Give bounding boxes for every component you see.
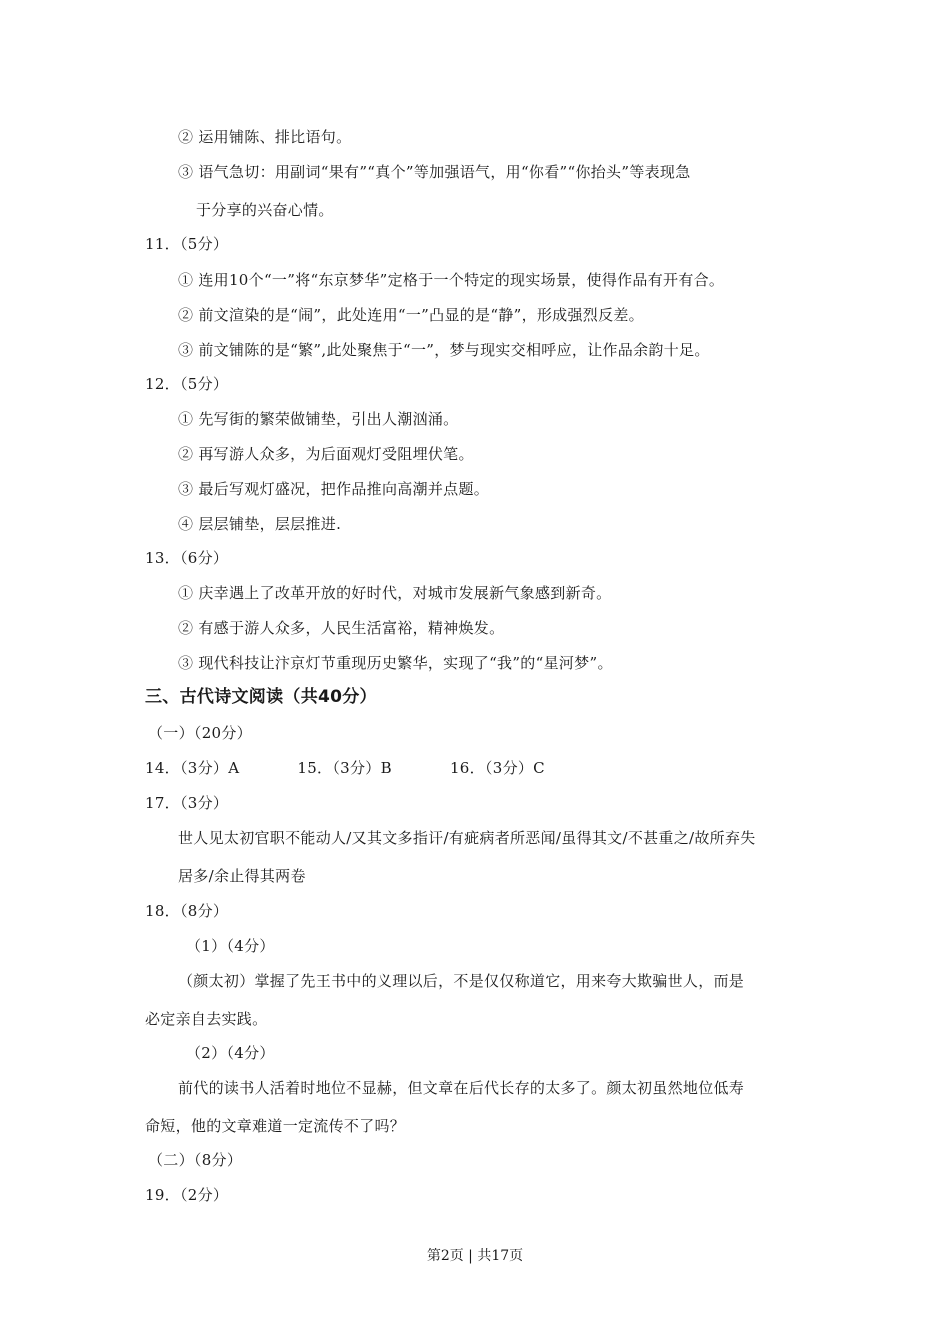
- page-footer: 第2页 | 共17页: [426, 1248, 524, 1264]
- answer-line: ③ 现代科技让汴京灯节重现历史繁华，实现了“我”的“星河梦”。: [178, 654, 613, 672]
- answer-line: ④ 层层铺垫，层层推进.: [178, 515, 342, 533]
- answer-line: ③ 最后写观灯盛况，把作品推向高潮并点题。: [178, 480, 490, 498]
- answer-line-continued: 居多/余止得其两卷: [178, 867, 306, 885]
- question-number-13: 13．（6分）: [145, 549, 229, 567]
- question-number-11: 11．（5分）: [145, 235, 229, 253]
- answer-line: 世人见太初官职不能动人/又其文多指讦/有疵病者所恶闻/虽得其文/不甚重之/故所弃失: [178, 829, 756, 847]
- section-heading: 三、古代诗文阅读（共40分）: [145, 687, 377, 707]
- answer-14: 14．（3分）A: [145, 759, 240, 777]
- question-number-17: 17．（3分）: [145, 794, 229, 812]
- subsection-heading: （二）（8分）: [148, 1151, 243, 1169]
- question-number-19: 19．（2分）: [145, 1186, 229, 1204]
- question-number-12: 12．（5分）: [145, 375, 229, 393]
- answer-line-continued: 于分享的兴奋心情。: [196, 201, 334, 219]
- answer-line: （颜太初）掌握了先王书中的义理以后，不是仅仅称道它，用来夸大欺骗世人，而是: [178, 972, 745, 990]
- answer-line: ② 再写游人众多，为后面观灯受阻埋伏笔。: [178, 445, 474, 463]
- answer-line: ③ 语气急切：用副词“果有”“真个”等加强语气，用“你看”“你抬头”等表现急: [178, 163, 691, 181]
- answer-row-14-16: [145, 758, 545, 778]
- answer-line: ① 连用10个“一”将“东京梦华”定格于一个特定的现实场景，使得作品有开有合。: [178, 271, 725, 289]
- subquestion-number: （1）（4分）: [186, 937, 275, 955]
- answer-line: ② 前文渲染的是“闹”，此处连用“一”凸显的是“静”，形成强烈反差。: [178, 306, 644, 324]
- answer-line: ③ 前文铺陈的是“繁”,此处聚焦于“一”，梦与现实交相呼应，让作品余韵十足。: [178, 341, 710, 359]
- answer-line: ① 庆幸遇上了改革开放的好时代，对城市发展新气象感到新奇。: [178, 584, 612, 602]
- answer-line: ② 有感于游人众多，人民生活富裕，精神焕发。: [178, 619, 505, 637]
- answer-line: ② 运用铺陈、排比语句。: [178, 128, 352, 146]
- answer-15: 15．（3分）B: [297, 759, 392, 777]
- subquestion-number: （2）（4分）: [186, 1044, 275, 1062]
- answer-line-continued: 必定亲自去实践。: [145, 1010, 268, 1028]
- answer-line: ① 先写街的繁荣做铺垫，引出人潮汹涌。: [178, 410, 459, 428]
- subsection-heading: （一）（20分）: [148, 724, 252, 742]
- answer-line-continued: 命短，他的文章难道一定流传不了吗？: [145, 1117, 406, 1135]
- question-number-18: 18．（8分）: [145, 902, 229, 920]
- answer-line: 前代的读书人活着时地位不显赫，但文章在后代长存的太多了。颜太初虽然地位低寿: [178, 1079, 745, 1097]
- answer-16: 16．（3分）C: [449, 759, 545, 777]
